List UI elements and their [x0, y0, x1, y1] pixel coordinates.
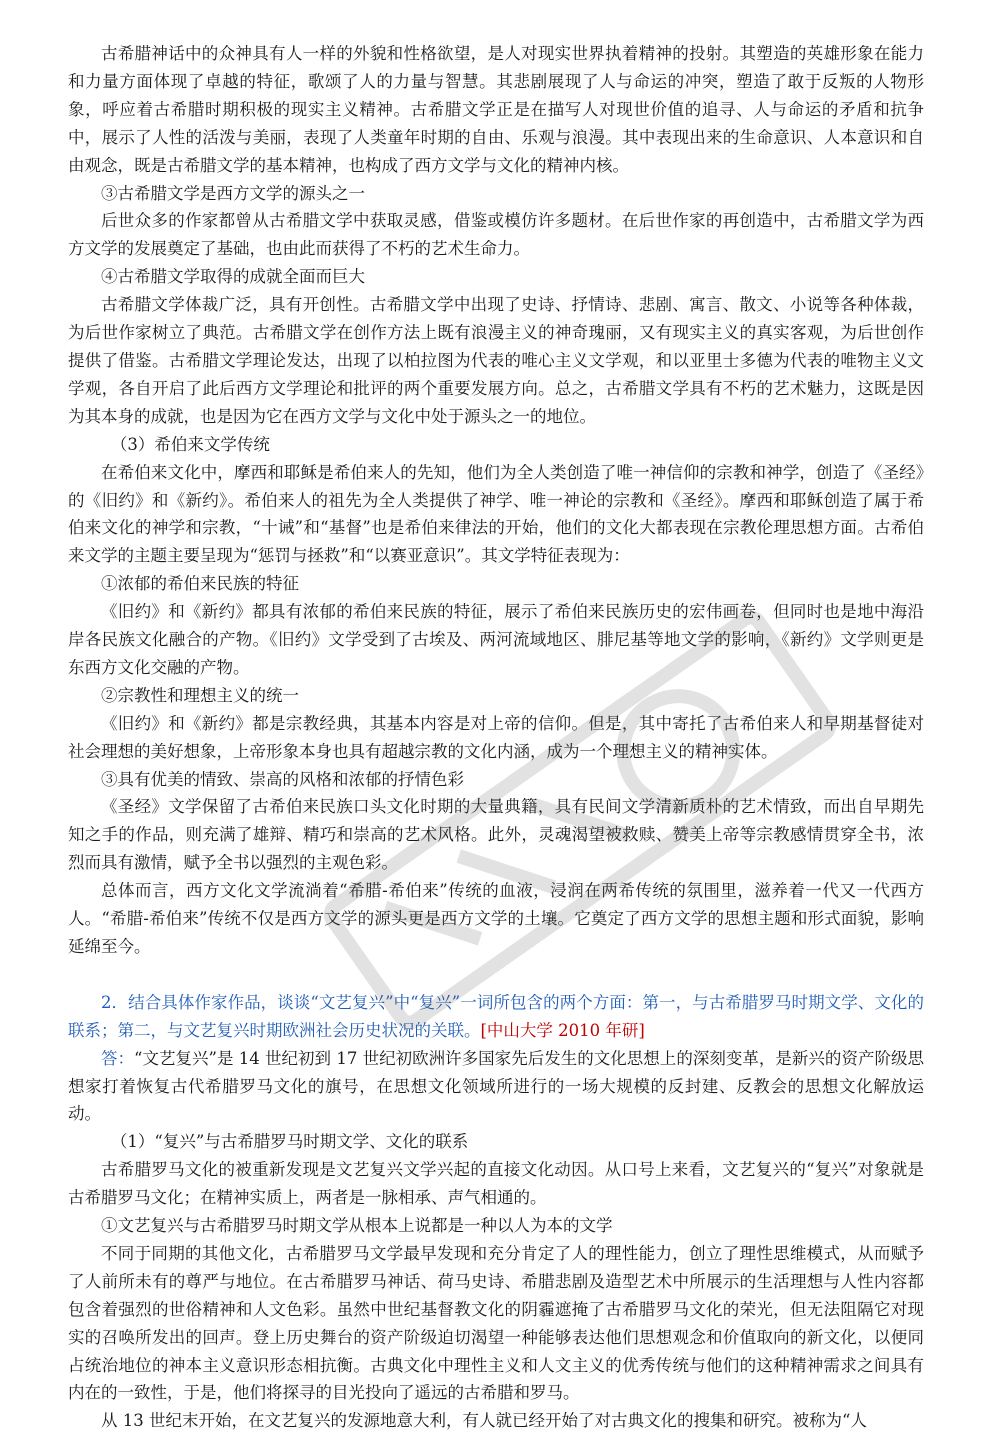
spacer [68, 961, 924, 989]
paragraph: 后世众多的作家都曾从古希腊文学中获取灵感，借鉴或模仿许多题材。在后世作家的再创造中，古希腊文学为西方文学的发展奠定了基础，也由此而获得了不朽的艺术生命力。 [68, 211, 924, 259]
section-heading: ②宗教性和理想主义的统一 [101, 685, 299, 705]
paragraph: 在希伯来文化中，摩西和耶稣是希伯来人的先知，他们为全人类创造了唯一神信仰的宗教和神学，创造了《圣经》的《旧约》和《新约》。希伯来人的祖先为全人类提供了神学、唯一神论的宗教和《圣经》。摩西和耶稣创造了属于希伯来文化的神学和宗教，“十诫”和“基督”也是希伯来律法的开始，他们的文化大都表现在宗教伦理思想方面。古希伯来文学的主题主要呈现为“惩罚与拯救”和“以赛亚意识”。其文学特征表现为： [68, 462, 924, 566]
answer-text: “文艺复兴”是 14 世纪初到 17 世纪初欧洲许多国家先后发生的文化思想上的深刻变革，是新兴的资产阶级思想家打着恢复古代希腊罗马文化的旗号，在思想文化领域所进行的一场大规模的反封建、反教会的思想文化解放运动。 [68, 1048, 925, 1124]
paragraph: 总体而言，西方文化文学流淌着“希腊-希伯来”传统的血液，浸润在两希传统的氛围里，滋养着一代又一代西方人。“希腊-希伯来”传统不仅是西方文学的源头更是西方文学的土壤。它奠定了西方文学的思想主题和形式面貌，影响延绵至今。 [68, 881, 924, 956]
section-heading: ③古希腊文学是西方文学的源头之一 [101, 183, 365, 203]
answer [68, 1045, 924, 1129]
paragraph: 《圣经》文学保留了古希伯来民族口头文化时期的大量典籍，具有民间文学清新质朴的艺术情致，而出自早期先知之手的作品，则充满了雄辩、精巧和崇高的艺术风格。此外，灵魂渴望被救赎、赞美上帝等宗教感情贯穿全书，浓烈而具有激情，赋予全书以强烈的主观色彩。 [68, 797, 924, 873]
paragraph: 古希腊神话中的众神具有人一样的外貌和性格欲望，是人对现实世界执着精神的投射。其塑造的英雄形象在能力和力量方面体现了卓越的特征，歌颂了人的力量与智慧。其悲剧展现了人与命运的冲突，塑造了敢于反叛的人物形象，呼应着古希腊时期积极的现实主义精神。古希腊文学正是在描写人对现世价值的追寻、人与命运的矛盾和抗争中，展示了人性的活泼与美丽，表现了人类童年时期的自由、乐观与浪漫。其中表现出来的生命意识、人本意识和自由观念，既是古希腊文学的基本精神，也构成了西方文学与文化的精神内核。 [68, 44, 924, 175]
section-heading: ①文艺复兴与古希腊罗马时期文学从根本上说都是一种以人为本的文学 [101, 1216, 613, 1236]
paragraph: 古希腊罗马文化的被重新发现是文艺复兴文学兴起的直接文化动因。从口号上来看，文艺复兴的“复兴”对象就是古希腊罗马文化；在精神实质上，两者是一脉相承、声气相通的。 [68, 1160, 924, 1208]
section-heading: ④古希腊文学取得的成就全面而巨大 [101, 267, 365, 287]
document-page [68, 40, 924, 1435]
section-heading: ①浓郁的希伯来民族的特征 [101, 574, 299, 594]
paragraph: 不同于同期的其他文化，古希腊罗马文学最早发现和充分肯定了人的理性能力，创立了理性思维模式，从而赋予了人前所未有的尊严与地位。在古希腊罗马神话、荷马史诗、希腊悲剧及造型艺术中所展示的生活理想与人性内容都包含着强烈的世俗精神和人文色彩。虽然中世纪基督教文化的阴霾遮掩了古希腊罗马文化的荣光，但无法阻隔它对现实的召唤所发出的回声。登上历史舞台的资产阶级迫切渴望一种能够表达他们思想观念和价值取向的新文化，以便同占统治地位的神本主义意识形态相抗衡。古典文化中理性主义和人文主义的优秀传统与他们的这种精神需求之间具有内在的一致性，于是，他们将探寻的目光投向了遥远的古希腊和罗马。 [68, 1243, 924, 1403]
question-source: [中山大学 2010 年研] [480, 1020, 645, 1040]
subsection-heading: （3）希伯来文学传统 [110, 434, 270, 454]
subsection-heading: （1）“复兴”与古希腊罗马时期文学、文化的联系 [110, 1132, 469, 1152]
question-text: 2．结合具体作家作品，谈谈“文艺复兴”中“复兴”一词所包含的两个方面：第一，与古希腊罗马时期文学、文化的联系；第二，与文艺复兴时期欧洲社会历史状况的关联。 [68, 992, 924, 1040]
paragraph: 从 13 世纪末开始，在文艺复兴的发源地意大利，有人就已经开始了对古典文化的搜集和研究。被称为“人 [101, 1411, 867, 1431]
section-heading: ③具有优美的情致、崇高的风格和浓郁的抒情色彩 [101, 769, 464, 789]
question [68, 989, 924, 1045]
paragraph: 古希腊文学体裁广泛，具有开创性。古希腊文学中出现了史诗、抒情诗、悲剧、寓言、散文、小说等各种体裁，为后世作家树立了典范。古希腊文学在创作方法上既有浪漫主义的神奇瑰丽，又有现实主义的真实客观，为后世创作提供了借鉴。古希腊文学理论发达，出现了以柏拉图为代表的唯心主义文学观，和以亚里士多德为代表的唯物主义文学观，各自开启了此后西方文学理论和批评的两个重要发展方向。总之，古希腊文学具有不朽的艺术魅力，这既是因为其本身的成就，也是因为它在西方文学与文化中处于源头之一的地位。 [68, 295, 924, 426]
paragraph: 《旧约》和《新约》都是宗教经典，其基本内容是对上帝的信仰。但是，其中寄托了古希伯来人和早期基督徒对社会理想的美好想象，上帝形象本身也具有超越宗教的文化内涵，成为一个理想主义的精神实体。 [68, 713, 924, 761]
paragraph: 《旧约》和《新约》都具有浓郁的希伯来民族的特征，展示了希伯来民族历史的宏伟画卷，但同时也是地中海沿岸各民族文化融合的产物。《旧约》文学受到了古埃及、两河流域地区、腓尼基等地文学的影响，《新约》文学则更是东西方文化交融的产物。 [68, 602, 924, 677]
answer-label: 答： [101, 1048, 135, 1068]
